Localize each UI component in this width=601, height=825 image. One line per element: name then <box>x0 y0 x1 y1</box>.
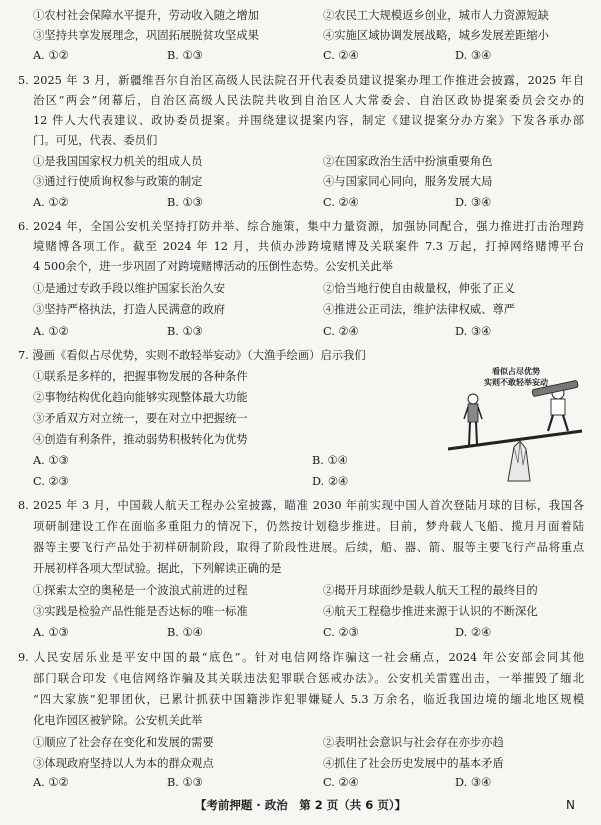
q7-statement-3: ③矛盾双方对立统一，要在对立中把握统一 <box>33 412 248 425</box>
q9-option-c[interactable]: C. ②④ <box>323 776 359 789</box>
q6-stem-line-3: 4 500余个，进一步巩固了对跨境赌博活动的压倒性态势。公安机关此举 <box>33 260 393 273</box>
q7-stem: 7. 漫画《看似占尽优势，实则不敢轻举妄动》（大渔手绘画）启示我们 <box>18 349 366 362</box>
q5-statement-4: ④与国家同心同向，服务发展大局 <box>323 175 493 188</box>
q7-option-a[interactable]: A. ①③ <box>33 454 69 467</box>
q8-option-a[interactable]: A. ①③ <box>33 626 69 639</box>
q9-statement-3: ③体现政府坚持以人为本的群众观点 <box>33 757 214 770</box>
q8-stem-line-1: 8. 2025 年 3 月，中国载人航天工程办公室披露，瞄准 2030 年前实现中国人首次登陆月球的目标，我国各 <box>18 499 584 512</box>
footer-mark: N <box>566 798 575 812</box>
q8-statement-3: ③实践是检验产品性能是否达标的唯一标准 <box>33 605 248 618</box>
q5-option-a[interactable]: A. ①② <box>33 196 69 209</box>
q8-option-b[interactable]: B. ①④ <box>167 626 203 639</box>
q4-option-b[interactable]: B. ①③ <box>167 49 203 62</box>
q4-option-a[interactable]: A. ①② <box>33 49 69 62</box>
q8-stem-line-4: 开展初样各项大型试验。据此，下列解读正确的是 <box>33 562 282 575</box>
q6-stem-line-2: 境赌博各项工作。截至 2024 年 12 月，共侦办涉跨境赌博及关联案件 7.3 万起，打掉网络赌博平台 <box>33 240 584 253</box>
q9-statement-1: ①顺应了社会存在变化和发展的需要 <box>33 736 214 749</box>
q7-statement-4: ④创造有利条件，推动弱势积极转化为优势 <box>33 433 248 446</box>
q5-stem-line-1: 5. 2025 年 3 月，新疆维吾尔自治区高级人民法院召开代表委员建议提案办理工作推进会披露，2025 年自 <box>18 74 584 87</box>
q4-option-c[interactable]: C. ②④ <box>323 49 359 62</box>
q7-statement-1: ①联系是多样的，把握事物发展的各种条件 <box>33 370 248 383</box>
q5-statement-2: ②在国家政治生活中扮演重要角色 <box>323 155 493 168</box>
q6-option-c[interactable]: C. ②④ <box>323 325 359 338</box>
q9-stem-line-1: 9. 人民安居乐业是平安中国的最“底色”。针对电信网络诈骗这一社会痛点，2024 年公安部会同其他 <box>18 651 584 664</box>
q8-statement-2: ②揭开月球面纱是载人航天工程的最终目的 <box>323 584 538 597</box>
q8-statement-1: ①探索太空的奥秘是一个波浪式前进的过程 <box>33 584 248 597</box>
page-footer: 【考前押题 · 政治 第 2 页（共 6 页）】 <box>194 798 407 812</box>
q8-stem-line-3: 器等主要飞行产品处于初样研制阶段，取得了阶段性进展。后续，船、器、箭、服等主要飞行产品将重点 <box>33 541 584 554</box>
q8-statement-4: ④航天工程稳步推进来源于认识的不断深化 <box>323 605 538 618</box>
q8-stem-line-2: 项研制建设工作在面临多重阻力的情况下，仍然按计划稳步推进。目前，梦舟载人飞船、揽月月面着陆 <box>33 520 584 533</box>
q4-statement-3: ③坚持共享发展理念，巩固拓展脱贫攻坚成果 <box>33 29 259 42</box>
q4-statement-1: ①农村社会保障水平提升，劳动收入随之增加 <box>33 9 259 22</box>
q5-stem-line-3: 12 件人大代表建议、政协委员提案。并围绕建议提案内容，制定《建议提案分办方案》下发各承办部 <box>33 114 584 127</box>
q6-statement-2: ②恰当地行使自由裁量权，伸张了正义 <box>323 282 516 295</box>
q5-stem-line-4: 门。可见，代表、委员们 <box>33 134 158 147</box>
q9-stem-line-4: 化电诈园区被铲除。公安机关此举 <box>33 714 203 727</box>
q9-stem-line-2: 部门联合印发《电信网络诈骗及其关联违法犯罪联合惩戒办法》。公安机关雷霆出击，一举摧毁了缅北 <box>33 672 584 685</box>
q7-statement-2: ②事物结构优化趋向能够实现整体最大功能 <box>33 391 248 404</box>
q8-option-c[interactable]: C. ②③ <box>323 626 359 639</box>
right-figure <box>532 380 578 431</box>
q4-option-d[interactable]: D. ③④ <box>455 49 492 62</box>
q6-option-a[interactable]: A. ①② <box>33 325 69 338</box>
q5-stem-line-2: 治区“两会”闭幕后，自治区高级人民法院共收到自治区人大常委会、自治区政协提案委员会交办的 <box>33 94 584 107</box>
q9-option-d[interactable]: D. ③④ <box>455 776 492 789</box>
q9-stem-line-3: “四大家族”犯罪团伙，已累计抓获中国籍涉诈犯罪嫌疑人 5.3 万余名，临近我国边境的缅北地区规模 <box>33 693 584 706</box>
cartoon-caption-line-1: 看似占尽优势 <box>492 366 540 376</box>
left-figure <box>464 394 482 445</box>
q5-statement-3: ③通过行使质询权参与政策的制定 <box>33 175 203 188</box>
q9-option-a[interactable]: A. ①② <box>33 776 69 789</box>
q8-option-d[interactable]: D. ②④ <box>455 626 492 639</box>
seesaw-cartoon <box>440 363 590 483</box>
q7-option-c[interactable]: C. ②③ <box>33 475 69 488</box>
q5-option-d[interactable]: D. ③④ <box>455 196 492 209</box>
q6-option-d[interactable]: D. ③④ <box>455 325 492 338</box>
q9-statement-2: ②表明社会意识与社会存在亦步亦趋 <box>323 736 504 749</box>
cartoon-caption-line-2: 实则不敢轻举妄动 <box>484 377 548 387</box>
q9-option-b[interactable]: B. ①③ <box>167 776 203 789</box>
q7-option-b[interactable]: B. ①④ <box>312 454 348 467</box>
q6-statement-1: ①是通过专政手段以维护国家长治久安 <box>33 282 226 295</box>
q4-statement-4: ④实施区域协调发展战略，城乡发展差距缩小 <box>323 29 549 42</box>
q6-option-b[interactable]: B. ①③ <box>167 325 203 338</box>
crystal-fulcrum <box>508 441 530 481</box>
q5-option-c[interactable]: C. ②④ <box>323 196 359 209</box>
q7-option-d[interactable]: D. ②④ <box>312 475 349 488</box>
q6-statement-3: ③坚持严格执法，打造人民满意的政府 <box>33 303 226 316</box>
q6-statement-4: ④推进公正司法，维护法律权威、尊严 <box>323 303 516 316</box>
q5-statement-1: ①是我国国家权力机关的组成人员 <box>33 155 203 168</box>
q6-stem-line-1: 6. 2024 年，全国公安机关坚持打防并举、综合施策，集中力量资源，加强协同配合，强力推进打击治理跨 <box>18 220 584 233</box>
q4-statement-2: ②农民工大规模返乡创业，城市人力资源短缺 <box>323 9 549 22</box>
q9-statement-4: ④抓住了社会历史发展中的基本矛盾 <box>323 757 504 770</box>
q5-option-b[interactable]: B. ①③ <box>167 196 203 209</box>
